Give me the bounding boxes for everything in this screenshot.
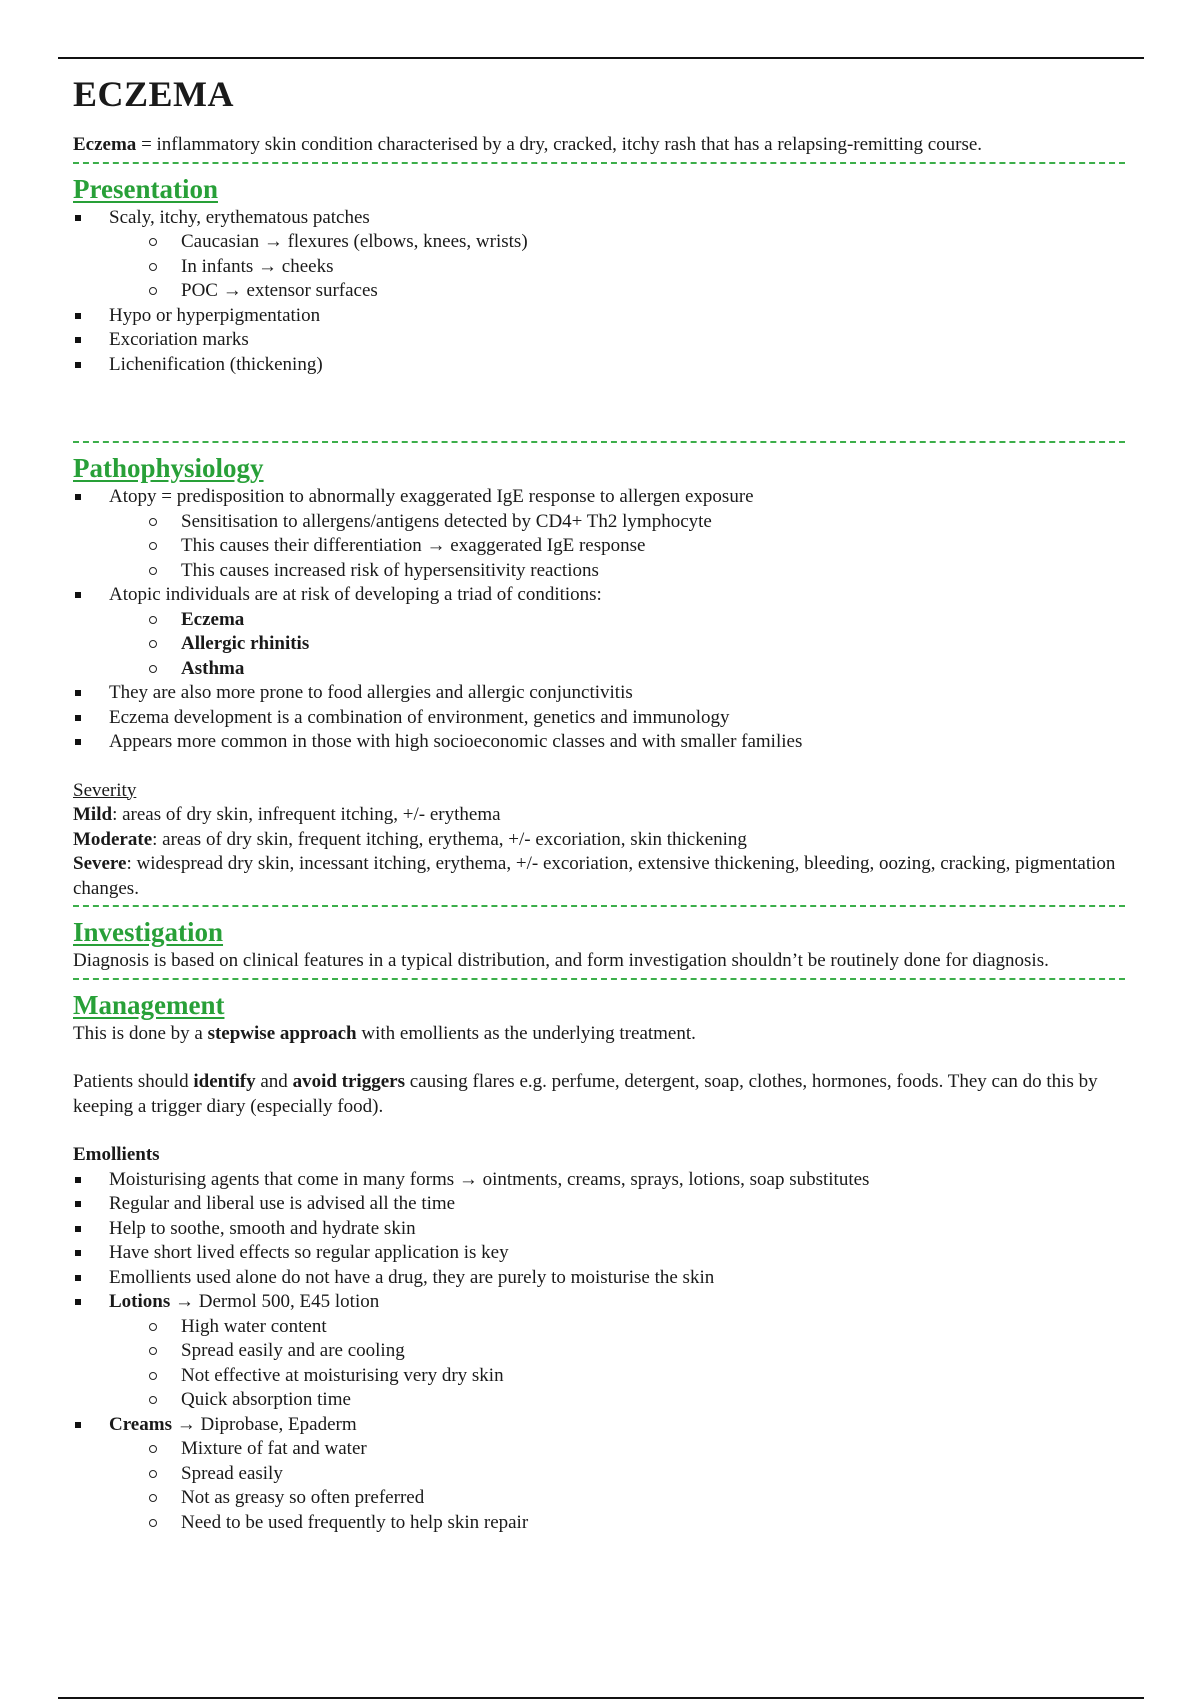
management-heading: Management [73,989,225,1020]
list-item: Eczema development is a combination of environment, genetics and immunology [73,706,1125,731]
management-paragraph-1: This is done by a stepwise approach with emollients as the underlying treatment. [73,1022,696,1044]
sub-list-item: Caucasian → flexures (elbows, knees, wrists) [73,230,1125,255]
bottom-rule [58,1697,1144,1699]
list-item: Lotions → Dermol 500, E45 lotion [73,1290,1125,1315]
pathophysiology-heading: Pathophysiology [73,453,264,483]
presentation-list [73,206,1125,378]
intro-term: Eczema [73,134,137,155]
sub-list-item: Quick absorption time [73,1388,1125,1413]
sub-list-item: Not as greasy so often preferred [73,1486,1125,1511]
list-item: Regular and liberal use is advised all the time [73,1192,1125,1217]
presentation-heading: Presentation [73,173,218,204]
page-title: ECZEMA [73,74,235,114]
sub-list-item: High water content [73,1315,1125,1340]
sub-list-item: POC → extensor surfaces [73,279,1125,304]
list-item: They are also more prone to food allergies and allergic conjunctivitis [73,681,1125,706]
emollients-heading: Emollients [73,1144,160,1165]
top-rule [58,57,1144,59]
management-paragraph-2: Patients should identify and avoid triggers causing flares e.g. perfume, detergent, soap, clothes, hormones, foods. They can do this by keeping a trigger diary (especially food). [73,1071,1098,1117]
list-item: Hypo or hyperpigmentation [73,304,1125,329]
sub-list-item: In infants → cheeks [73,255,1125,280]
list-item: Scaly, itchy, erythematous patches [73,206,1125,231]
list-item: Help to soothe, smooth and hydrate skin [73,1217,1125,1242]
sub-list-item: Spread easily [73,1462,1125,1487]
severity-moderate: Moderate: areas of dry skin, frequent itching, erythema, +/- excoriation, skin thickening [73,828,747,850]
list-item: Atopic individuals are at risk of developing a triad of conditions: [73,583,1125,608]
emollients-list [73,1168,1125,1536]
section-divider [73,162,1125,164]
list-item: Have short lived effects so regular application is key [73,1241,1125,1266]
intro-definition: Eczema = inflammatory skin condition characterised by a dry, cracked, itchy rash that has a relapsing-remitting course. [73,134,983,155]
severity-heading: Severity [73,779,137,801]
list-item: Moisturising agents that come in many forms → ointments, creams, sprays, lotions, soap substitutes [73,1168,1125,1193]
sub-list-item: Mixture of fat and water [73,1437,1125,1462]
sub-list-item: This causes their differentiation → exaggerated IgE response [73,534,1125,559]
list-item: Appears more common in those with high socioeconomic classes and with smaller families [73,730,1125,755]
sub-list-item: This causes increased risk of hypersensitivity reactions [73,559,1125,584]
document-page [73,72,1125,1535]
severity-mild: Mild: areas of dry skin, infrequent itching, +/- erythema [73,804,501,825]
investigation-heading: Investigation [73,917,224,947]
sub-list-item: Allergic rhinitis [73,632,1125,657]
sub-list-item: Not effective at moisturising very dry skin [73,1364,1125,1389]
list-item: Excoriation marks [73,328,1125,353]
severity-severe: Severe: widespread dry skin, incessant itching, erythema, +/- excoriation, extensive thickening, bleeding, oozing, cracking, pigmentation changes. [73,853,1116,899]
sub-list-item: Need to be used frequently to help skin repair [73,1511,1125,1536]
sub-list-item: Sensitisation to allergens/antigens detected by CD4+ Th2 lymphocyte [73,510,1125,535]
list-item: Emollients used alone do not have a drug, they are purely to moisturise the skin [73,1266,1125,1291]
list-item: Atopy = predisposition to abnormally exaggerated IgE response to allergen exposure [73,485,1125,510]
section-divider [73,905,1125,907]
investigation-text: Diagnosis is based on clinical features in a typical distribution, and form investigation shouldn’t be routinely done for diagnosis. [73,950,1049,971]
list-item: Creams → Diprobase, Epaderm [73,1413,1125,1438]
sub-list-item: Asthma [73,657,1125,682]
pathophysiology-list [73,485,1125,755]
list-item: Lichenification (thickening) [73,353,1125,378]
section-divider [73,441,1125,443]
section-divider [73,978,1125,980]
sub-list-item: Spread easily and are cooling [73,1339,1125,1364]
sub-list-item: Eczema [73,608,1125,633]
